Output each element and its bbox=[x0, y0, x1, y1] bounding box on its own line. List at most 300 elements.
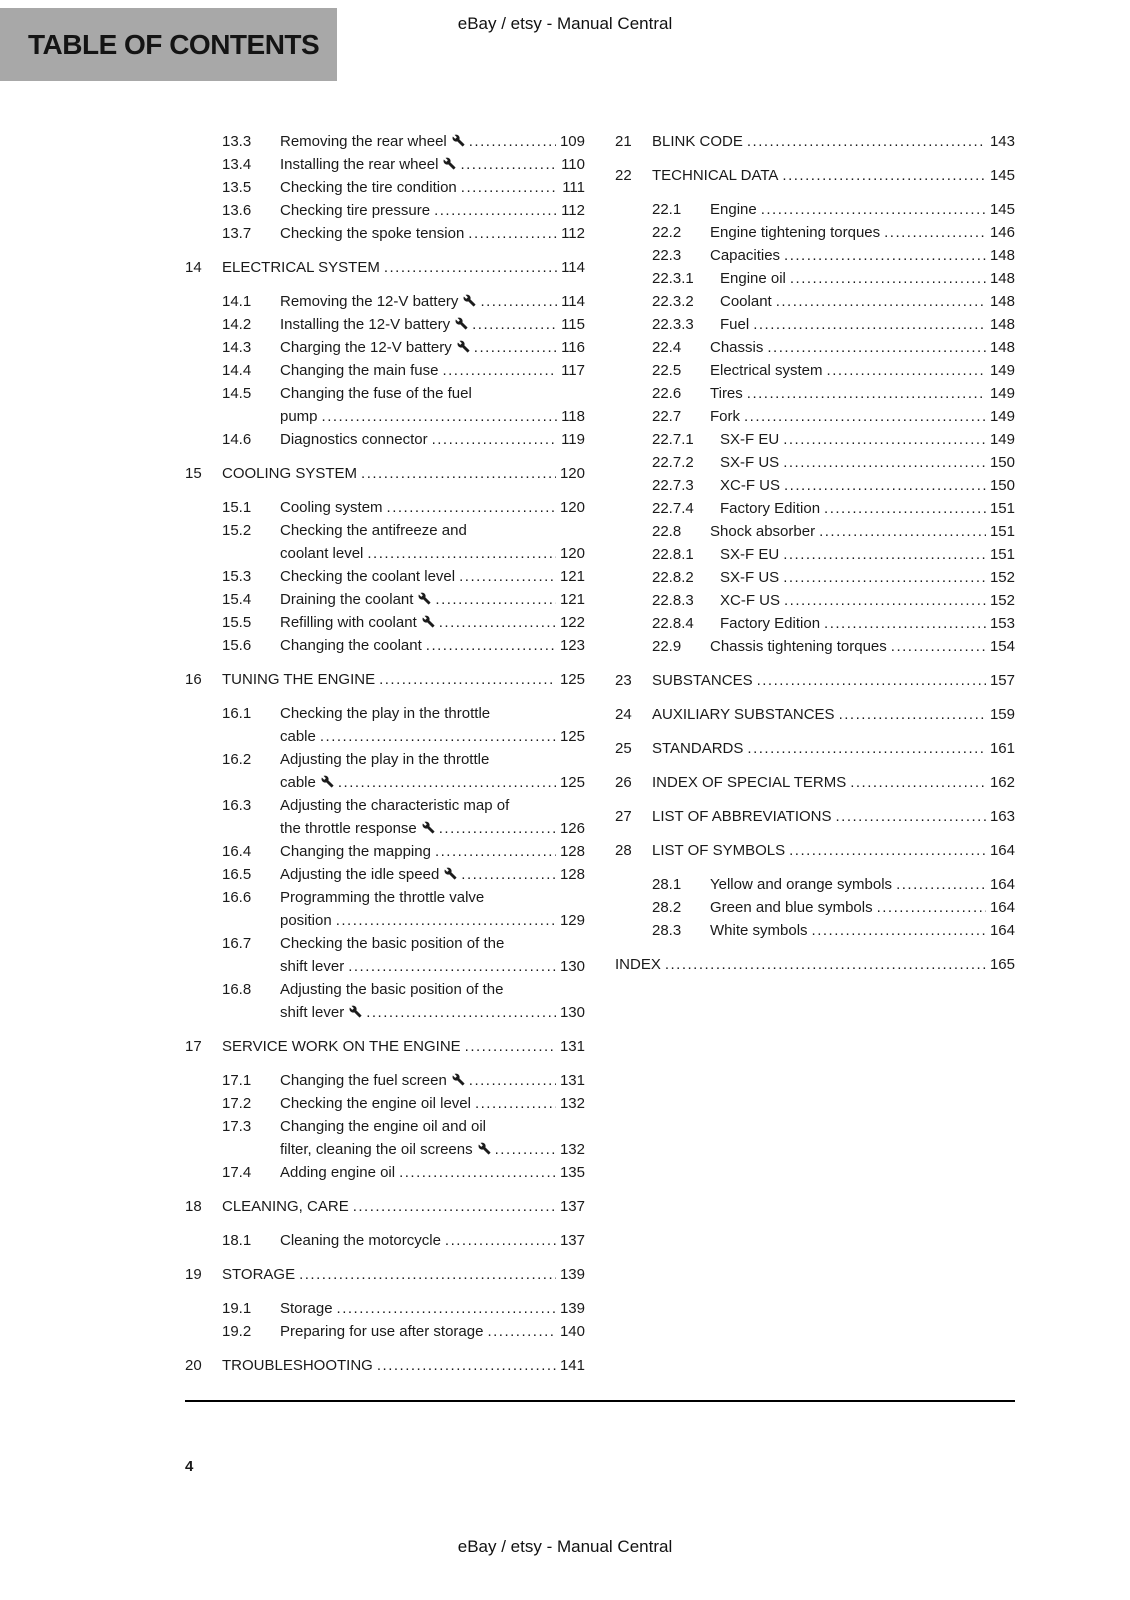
entry-page-number: 116 bbox=[561, 339, 585, 356]
entry-number: 22.8.2 bbox=[652, 569, 694, 586]
toc-entry[interactable] bbox=[222, 153, 585, 176]
entry-number: 22.3.2 bbox=[652, 293, 694, 310]
toc-entry[interactable] bbox=[222, 978, 585, 1024]
toc-entry[interactable] bbox=[615, 669, 1015, 692]
toc-entry[interactable] bbox=[652, 566, 1015, 589]
entry-title: filter, cleaning the oil screens bbox=[280, 1138, 491, 1161]
entry-number: 27 bbox=[615, 808, 632, 825]
entry-body bbox=[280, 565, 585, 588]
toc-entry[interactable] bbox=[652, 428, 1015, 451]
entry-page-number: 148 bbox=[989, 339, 1015, 356]
entry-body bbox=[280, 519, 585, 565]
entry-last-line bbox=[710, 405, 1015, 428]
entry-title: Adjusting the idle speed bbox=[280, 863, 457, 886]
entry-body bbox=[280, 1115, 585, 1161]
entry-title: LIST OF SYMBOLS bbox=[652, 842, 786, 859]
toc-entry[interactable] bbox=[652, 336, 1015, 359]
entry-body bbox=[710, 336, 1015, 359]
dot-leader bbox=[827, 359, 986, 382]
entry-number: 14.1 bbox=[222, 293, 252, 310]
entry-last-line bbox=[280, 313, 585, 336]
entry-page-number: 128 bbox=[559, 866, 585, 883]
entry-body bbox=[222, 1263, 585, 1286]
toc-entry[interactable] bbox=[222, 290, 585, 313]
entry-last-line bbox=[720, 543, 1015, 566]
entry-number: 28.1 bbox=[652, 876, 682, 893]
toc-entry[interactable] bbox=[222, 932, 585, 978]
entry-body bbox=[710, 520, 1015, 543]
dot-leader bbox=[884, 221, 986, 244]
dot-leader bbox=[783, 428, 986, 451]
dot-leader bbox=[824, 497, 986, 520]
entry-title-line: Adjusting the basic position of the bbox=[280, 981, 504, 998]
toc-entry[interactable] bbox=[185, 1195, 585, 1218]
entry-last-line bbox=[720, 566, 1015, 589]
dot-leader bbox=[336, 909, 556, 932]
entry-body bbox=[720, 428, 1015, 451]
toc-entry[interactable] bbox=[615, 164, 1015, 187]
footer-rule bbox=[185, 1400, 1015, 1402]
entry-number: 13.6 bbox=[222, 202, 252, 219]
entry-number: 22.7.4 bbox=[652, 500, 694, 517]
entry-title: Checking the engine oil level bbox=[280, 1095, 471, 1112]
toc-entry[interactable] bbox=[222, 565, 585, 588]
entry-page-number: 157 bbox=[989, 672, 1015, 689]
toc-entry[interactable] bbox=[615, 703, 1015, 726]
entry-body bbox=[720, 474, 1015, 497]
entry-last-line bbox=[710, 244, 1015, 267]
entry-title: Cooling system bbox=[280, 499, 383, 516]
entry-title: AUXILIARY SUBSTANCES bbox=[652, 706, 835, 723]
entry-number: 16 bbox=[185, 671, 202, 688]
toc-entry[interactable] bbox=[615, 839, 1015, 862]
toc-entry[interactable] bbox=[652, 267, 1015, 290]
toc-entry[interactable] bbox=[222, 1069, 585, 1092]
entry-page-number: 120 bbox=[559, 465, 585, 482]
entry-body bbox=[710, 873, 1015, 896]
toc-entry[interactable] bbox=[222, 382, 585, 428]
entry-number: 22.4 bbox=[652, 339, 682, 356]
entry-title: Changing the coolant bbox=[280, 637, 422, 654]
entry-title: TROUBLESHOOTING bbox=[222, 1357, 373, 1374]
dot-leader bbox=[784, 589, 986, 612]
entry-number: 17.4 bbox=[222, 1164, 252, 1181]
toc-entry[interactable] bbox=[222, 1161, 585, 1184]
dot-leader bbox=[377, 1354, 556, 1377]
entry-page-number: 120 bbox=[559, 545, 585, 562]
dot-leader bbox=[767, 336, 986, 359]
entry-title: TECHNICAL DATA bbox=[652, 167, 779, 184]
toc-entry[interactable] bbox=[615, 737, 1015, 760]
toc-entry[interactable] bbox=[185, 1263, 585, 1286]
dot-leader bbox=[839, 703, 986, 726]
entry-number: 17 bbox=[185, 1038, 202, 1055]
entry-title-line: Checking the play in the throttle bbox=[280, 705, 491, 722]
dot-leader bbox=[367, 542, 556, 565]
entry-last-line bbox=[710, 336, 1015, 359]
entry-page-number: 154 bbox=[989, 638, 1015, 655]
entry-title: Green and blue symbols bbox=[710, 899, 873, 916]
dot-leader bbox=[812, 919, 986, 942]
toc-entry[interactable] bbox=[222, 588, 585, 611]
dot-leader bbox=[790, 267, 986, 290]
entry-page-number: 109 bbox=[559, 133, 585, 150]
dot-leader bbox=[384, 256, 557, 279]
entry-title: Engine tightening torques bbox=[710, 224, 881, 241]
entry-page-number: 150 bbox=[989, 454, 1015, 471]
entry-number: 22.7.2 bbox=[652, 454, 694, 471]
entry-page-number: 131 bbox=[559, 1038, 585, 1055]
toc-entry[interactable] bbox=[652, 612, 1015, 635]
entry-last-line bbox=[280, 565, 585, 588]
entry-number: 23 bbox=[615, 672, 632, 689]
entry-number: 19.2 bbox=[222, 1323, 252, 1340]
entry-body bbox=[222, 1035, 585, 1058]
dot-leader bbox=[757, 669, 986, 692]
entry-page-number: 152 bbox=[989, 569, 1015, 586]
entry-body bbox=[222, 1195, 585, 1218]
toc-entry[interactable] bbox=[222, 130, 585, 153]
entry-title: SX-F EU bbox=[720, 431, 780, 448]
wrench-icon bbox=[478, 1142, 491, 1155]
toc-entry[interactable] bbox=[615, 771, 1015, 794]
entry-title: Chassis tightening torques bbox=[710, 638, 887, 655]
toc-entry[interactable] bbox=[652, 474, 1015, 497]
toc-entry[interactable] bbox=[652, 313, 1015, 336]
entry-last-line bbox=[652, 737, 1015, 760]
entry-last-line bbox=[720, 267, 1015, 290]
toc-banner bbox=[0, 8, 337, 81]
toc-entry[interactable] bbox=[222, 863, 585, 886]
toc-entry[interactable] bbox=[222, 1297, 585, 1320]
entry-page-number: 149 bbox=[989, 408, 1015, 425]
entry-number: 19 bbox=[185, 1266, 202, 1283]
toc-entry[interactable] bbox=[652, 290, 1015, 313]
entry-last-line bbox=[280, 1092, 585, 1115]
wrench-icon bbox=[422, 821, 435, 834]
entry-number: 22.3.1 bbox=[652, 270, 694, 287]
entry-body bbox=[710, 382, 1015, 405]
dot-leader bbox=[432, 428, 558, 451]
toc-entry[interactable] bbox=[652, 919, 1015, 942]
entry-body bbox=[280, 336, 585, 359]
entry-body bbox=[280, 978, 585, 1024]
entry-number: 22.5 bbox=[652, 362, 682, 379]
toc-entry[interactable] bbox=[652, 382, 1015, 405]
entry-page-number: 129 bbox=[559, 912, 585, 929]
entry-last-line bbox=[280, 336, 585, 359]
entry-title-line: Checking the antifreeze and bbox=[280, 522, 467, 539]
entry-body bbox=[280, 290, 585, 313]
toc-entry[interactable] bbox=[652, 896, 1015, 919]
wrench-icon bbox=[418, 592, 431, 605]
entry-title: Tires bbox=[710, 385, 743, 402]
entry-last-line bbox=[652, 805, 1015, 828]
entry-last-line bbox=[615, 953, 1015, 976]
entry-body bbox=[280, 496, 585, 519]
dot-leader bbox=[487, 1320, 556, 1343]
entry-last-line bbox=[710, 520, 1015, 543]
toc-entry[interactable] bbox=[222, 886, 585, 932]
toc-entry[interactable] bbox=[222, 634, 585, 657]
toc-entry[interactable] bbox=[222, 1320, 585, 1343]
entry-page-number: 114 bbox=[561, 293, 585, 310]
entry-page-number: 132 bbox=[559, 1095, 585, 1112]
entry-number: 25 bbox=[615, 740, 632, 757]
entry-last-line bbox=[652, 164, 1015, 187]
entry-title: INDEX OF SPECIAL TERMS bbox=[652, 774, 847, 791]
wrench-icon bbox=[422, 615, 435, 628]
entry-title: STORAGE bbox=[222, 1266, 296, 1283]
toc-column-right bbox=[615, 130, 1015, 1388]
dot-leader bbox=[480, 290, 557, 313]
entry-title: Electrical system bbox=[710, 362, 823, 379]
wrench-icon bbox=[349, 1005, 362, 1018]
entry-page-number: 146 bbox=[989, 224, 1015, 241]
entry-title: Factory Edition bbox=[720, 500, 821, 517]
toc-entry[interactable] bbox=[185, 256, 585, 279]
toc-entry[interactable] bbox=[222, 496, 585, 519]
entry-body bbox=[710, 359, 1015, 382]
entry-number: 22.8.4 bbox=[652, 615, 694, 632]
entry-title: Charging the 12-V battery bbox=[280, 336, 470, 359]
entry-last-line bbox=[280, 909, 585, 932]
entry-last-line bbox=[222, 1195, 585, 1218]
entry-number: 22.8.3 bbox=[652, 592, 694, 609]
dot-leader bbox=[348, 955, 556, 978]
entry-last-line bbox=[280, 405, 585, 428]
entry-number: 22.6 bbox=[652, 385, 682, 402]
entry-last-line bbox=[280, 1229, 585, 1252]
entry-last-line bbox=[710, 919, 1015, 942]
entry-title: Removing the rear wheel bbox=[280, 130, 465, 153]
entry-number: 17.2 bbox=[222, 1095, 252, 1112]
dot-leader bbox=[445, 1229, 556, 1252]
entry-page-number: 161 bbox=[989, 740, 1015, 757]
toc-entry[interactable] bbox=[652, 635, 1015, 658]
toc-entry[interactable] bbox=[222, 611, 585, 634]
entry-last-line bbox=[280, 359, 585, 382]
entry-body bbox=[280, 863, 585, 886]
entry-title: SUBSTANCES bbox=[652, 672, 753, 689]
entry-last-line bbox=[720, 313, 1015, 336]
toc-entry[interactable] bbox=[222, 176, 585, 199]
entry-body bbox=[710, 896, 1015, 919]
entry-body bbox=[720, 612, 1015, 635]
toc-entry[interactable] bbox=[222, 1229, 585, 1252]
toc-entry[interactable] bbox=[652, 221, 1015, 244]
entry-title: Diagnostics connector bbox=[280, 431, 428, 448]
toc-content bbox=[185, 130, 1015, 1388]
toc-entry[interactable] bbox=[222, 336, 585, 359]
entry-page-number: 149 bbox=[989, 385, 1015, 402]
entry-body bbox=[280, 932, 585, 978]
toc-entry[interactable] bbox=[185, 1354, 585, 1377]
dot-leader bbox=[836, 805, 986, 828]
entry-page-number: 139 bbox=[559, 1300, 585, 1317]
entry-title: the throttle response bbox=[280, 817, 435, 840]
entry-body bbox=[652, 669, 1015, 692]
entry-title-line: Checking the basic position of the bbox=[280, 935, 505, 952]
dot-leader bbox=[322, 405, 558, 428]
entry-last-line bbox=[710, 382, 1015, 405]
entry-body bbox=[280, 1092, 585, 1115]
entry-body bbox=[280, 359, 585, 382]
entry-body bbox=[652, 771, 1015, 794]
dot-leader bbox=[819, 520, 986, 543]
toc-entry[interactable] bbox=[652, 873, 1015, 896]
toc-entry[interactable] bbox=[222, 313, 585, 336]
entry-number: 18.1 bbox=[222, 1232, 252, 1249]
toc-entry[interactable] bbox=[652, 520, 1015, 543]
entry-number: 16.8 bbox=[222, 981, 252, 998]
dot-leader bbox=[474, 336, 557, 359]
entry-page-number: 114 bbox=[561, 259, 585, 276]
dot-leader bbox=[472, 313, 557, 336]
dot-leader bbox=[747, 737, 986, 760]
entry-page-number: 121 bbox=[559, 568, 585, 585]
dot-leader bbox=[784, 474, 986, 497]
entry-page-number: 164 bbox=[989, 842, 1015, 859]
entry-last-line bbox=[280, 1001, 585, 1024]
toc-entry[interactable] bbox=[222, 222, 585, 245]
entry-number: 22.3 bbox=[652, 247, 682, 264]
entry-body bbox=[652, 805, 1015, 828]
entry-number: 14 bbox=[185, 259, 202, 276]
toc-entry[interactable] bbox=[652, 543, 1015, 566]
entry-title: SX-F US bbox=[720, 569, 780, 586]
entry-last-line bbox=[280, 863, 585, 886]
entry-last-line bbox=[280, 222, 585, 245]
entry-number: 13.5 bbox=[222, 179, 252, 196]
entry-last-line bbox=[280, 588, 585, 611]
entry-last-line bbox=[710, 198, 1015, 221]
wrench-icon bbox=[321, 775, 334, 788]
entry-number: 24 bbox=[615, 706, 632, 723]
entry-last-line bbox=[652, 839, 1015, 862]
toc-entry[interactable] bbox=[652, 589, 1015, 612]
toc-entry[interactable] bbox=[652, 497, 1015, 520]
entry-page-number: 115 bbox=[561, 316, 585, 333]
entry-title: CLEANING, CARE bbox=[222, 1198, 349, 1215]
toc-entry[interactable] bbox=[615, 953, 1015, 976]
entry-title: Fork bbox=[710, 408, 740, 425]
page-title: TABLE OF CONTENTS bbox=[28, 28, 320, 60]
entry-title: cable bbox=[280, 728, 316, 745]
toc-entry[interactable] bbox=[222, 1092, 585, 1115]
entry-page-number: 162 bbox=[989, 774, 1015, 791]
entry-body bbox=[280, 840, 585, 863]
toc-entry[interactable] bbox=[185, 462, 585, 485]
entry-page-number: 164 bbox=[989, 876, 1015, 893]
entry-last-line bbox=[280, 1138, 585, 1161]
toc-entry[interactable] bbox=[185, 1035, 585, 1058]
entry-page-number: 139 bbox=[559, 1266, 585, 1283]
dot-leader bbox=[379, 668, 556, 691]
toc-entry[interactable] bbox=[222, 794, 585, 840]
entry-number: 14.6 bbox=[222, 431, 252, 448]
entry-title: XC-F US bbox=[720, 477, 780, 494]
entry-body bbox=[720, 290, 1015, 313]
toc-entry[interactable] bbox=[222, 199, 585, 222]
entry-title: shift lever bbox=[280, 1001, 362, 1024]
toc-entry[interactable] bbox=[222, 359, 585, 382]
entry-last-line bbox=[280, 496, 585, 519]
entry-page-number: 148 bbox=[989, 247, 1015, 264]
entry-last-line bbox=[222, 1263, 585, 1286]
entry-title: position bbox=[280, 912, 332, 929]
entry-page-number: 132 bbox=[559, 1141, 585, 1158]
entry-body bbox=[280, 1297, 585, 1320]
entry-last-line bbox=[720, 497, 1015, 520]
wrench-icon bbox=[463, 294, 476, 307]
entry-page-number: 121 bbox=[559, 591, 585, 608]
entry-last-line bbox=[280, 1320, 585, 1343]
dot-leader bbox=[761, 198, 986, 221]
dot-leader bbox=[353, 1195, 556, 1218]
entry-title: XC-F US bbox=[720, 592, 780, 609]
toc-entry[interactable] bbox=[615, 805, 1015, 828]
toc-entry[interactable] bbox=[222, 428, 585, 451]
entry-number: 22.3.3 bbox=[652, 316, 694, 333]
toc-entry[interactable] bbox=[185, 668, 585, 691]
entry-last-line bbox=[720, 290, 1015, 313]
dot-leader bbox=[783, 451, 986, 474]
dot-leader bbox=[465, 1035, 556, 1058]
entry-number: 15.1 bbox=[222, 499, 252, 516]
dot-leader bbox=[337, 1297, 556, 1320]
entry-number: 16.2 bbox=[222, 751, 252, 768]
wrench-icon bbox=[457, 340, 470, 353]
entry-title: Engine bbox=[710, 201, 757, 218]
entry-last-line bbox=[280, 955, 585, 978]
entry-body bbox=[280, 176, 585, 199]
entry-title: Shock absorber bbox=[710, 523, 816, 540]
toc-entry[interactable] bbox=[652, 198, 1015, 221]
entry-title: Capacities bbox=[710, 247, 781, 264]
toc-entry[interactable] bbox=[222, 748, 585, 794]
toc-entry[interactable] bbox=[652, 359, 1015, 382]
dot-leader bbox=[495, 1138, 556, 1161]
toc-entry[interactable] bbox=[222, 702, 585, 748]
dot-leader bbox=[784, 244, 986, 267]
entry-number: 16.5 bbox=[222, 866, 252, 883]
toc-entry[interactable] bbox=[222, 519, 585, 565]
toc-entry[interactable] bbox=[615, 130, 1015, 153]
entry-page-number: 122 bbox=[559, 614, 585, 631]
toc-entry[interactable] bbox=[222, 1115, 585, 1161]
entry-body bbox=[222, 256, 585, 279]
footer-watermark: eBay / etsy - Manual Central bbox=[457, 1537, 673, 1556]
toc-entry[interactable] bbox=[652, 244, 1015, 267]
entry-title: Factory Edition bbox=[720, 615, 821, 632]
dot-leader bbox=[439, 611, 556, 634]
entry-number: 22.1 bbox=[652, 201, 682, 218]
entry-title: Fuel bbox=[720, 316, 750, 333]
entry-body bbox=[280, 588, 585, 611]
entry-title: Removing the 12-V battery bbox=[280, 290, 476, 313]
entry-number: 22 bbox=[615, 167, 632, 184]
entry-body bbox=[720, 451, 1015, 474]
toc-entry[interactable] bbox=[652, 451, 1015, 474]
toc-entry[interactable] bbox=[652, 405, 1015, 428]
entry-last-line bbox=[280, 290, 585, 313]
entry-number: 16.1 bbox=[222, 705, 252, 722]
entry-title: LIST OF ABBREVIATIONS bbox=[652, 808, 832, 825]
entry-last-line bbox=[720, 451, 1015, 474]
entry-number: 15.4 bbox=[222, 591, 252, 608]
toc-entry[interactable] bbox=[222, 840, 585, 863]
